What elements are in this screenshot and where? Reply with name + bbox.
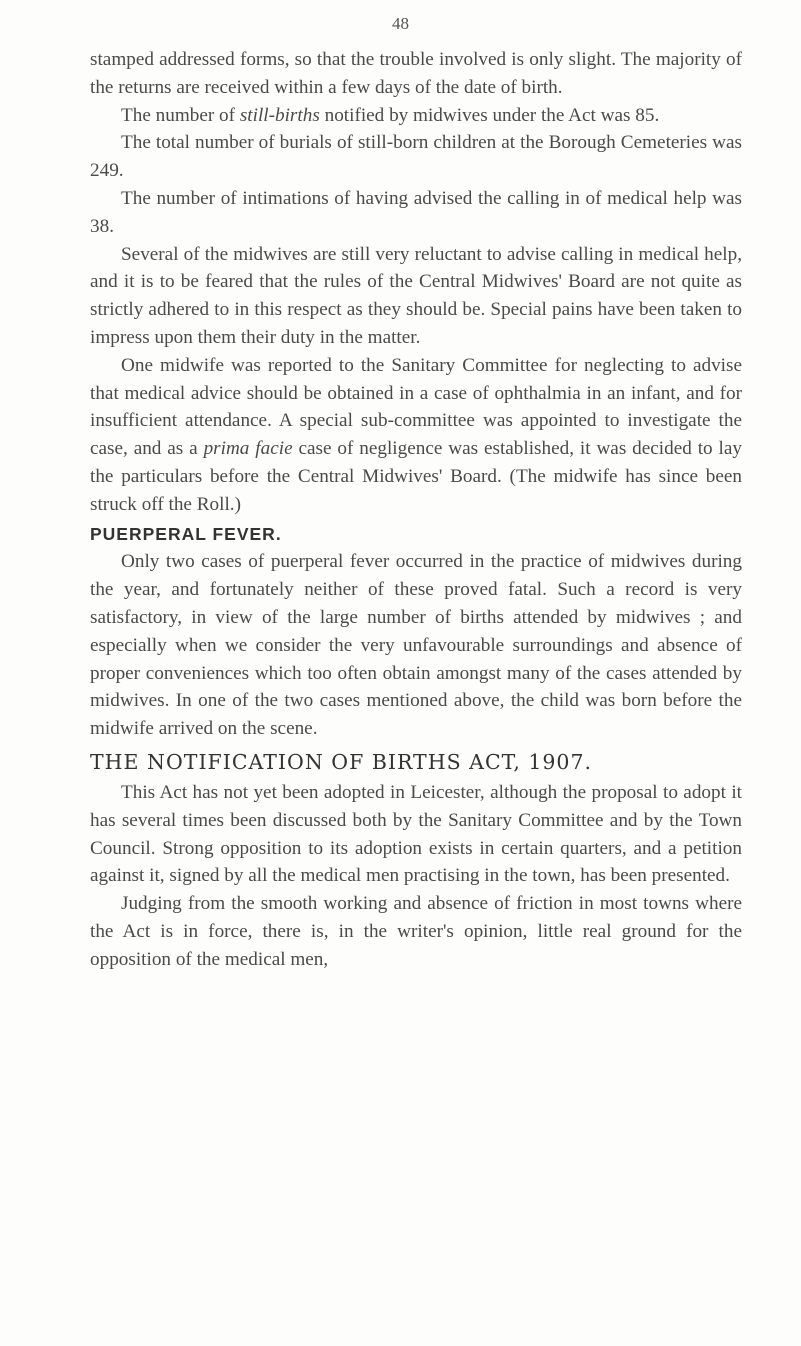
text-run: The number of [121,104,240,126]
heading-puerperal-fever: PUERPERAL FEVER. [90,523,282,544]
paragraph-intimations: The number of intimations of having advised the calling in of medical help was 38. [90,187,742,237]
italic-text: still-births [239,104,320,126]
page-number: 48 [392,14,409,33]
paragraph-burials: The total number of burials of still-born children at the Borough Cemeteries was 249. [90,132,742,182]
paragraph-reluctance: Several of the midwives are still very reluctant to advise calling in medical help, and it is to be feared that the rules of the Central Midwives' Board are not quite as strictly adhered to in this respect as they should be. Special pains have been taken to impress upon them their duty in the matter. [90,243,742,348]
italic-text: prima facie [203,438,293,460]
paragraph-act-adoption: This Act has not yet been adopted in Leicester, although the proposal to adopt it has several times been discussed both by the Sanitary Committee and by the Town Council. Strong opposition to its adoption exists in certain quarters, and a petition against it, signed by all the medical men practising in the town, has been presented. [90,781,742,887]
text-run: One midwife was reported to the Sanitary Committee for neglecting to advise that medical advice should be obtained in a case of ophthalmia in an infant, and for insufficient attendance. A special sub-committee was appointed to investigate the case, and as a [90,354,742,460]
paragraph-puerperal: Only two cases of puerperal fever occurred in the practice of midwives during the year, and fortunately neither of these proved fatal. Such a record is very satisfactory, in view of the large number of births attended by midwives ; and especially when we consider the very unfavourable surroundings and absence of proper conveniences which too often obtain amongst many of the cases attended by midwives. In one of the two cases mentioned above, the child was born before the midwife arrived on the scene. [90,551,742,740]
body-text [90,46,742,974]
paragraph-returns: stamped addressed forms, so that the trouble involved is only slight. The majority of the returns are received within a few days of the date of birth. [90,49,742,98]
heading-notification-act: THE NOTIFICATION OF BIRTHS ACT, 1907. [90,749,593,774]
text-run: case of negligence was established, it was decided to lay the particulars before the Central Midwives' Board. (The midwife has since been struck off the Roll.) [90,438,742,515]
text-run: notified by midwives under the Act was 85. [319,104,660,126]
paragraph-midwife-report [90,352,742,519]
paragraph-opinion: Judging from the smooth working and absence of friction in most towns where the Act is in force, there is, in the writer's opinion, little real ground for the opposition of the medical men, [90,893,742,970]
paragraph-still-births [90,102,742,130]
